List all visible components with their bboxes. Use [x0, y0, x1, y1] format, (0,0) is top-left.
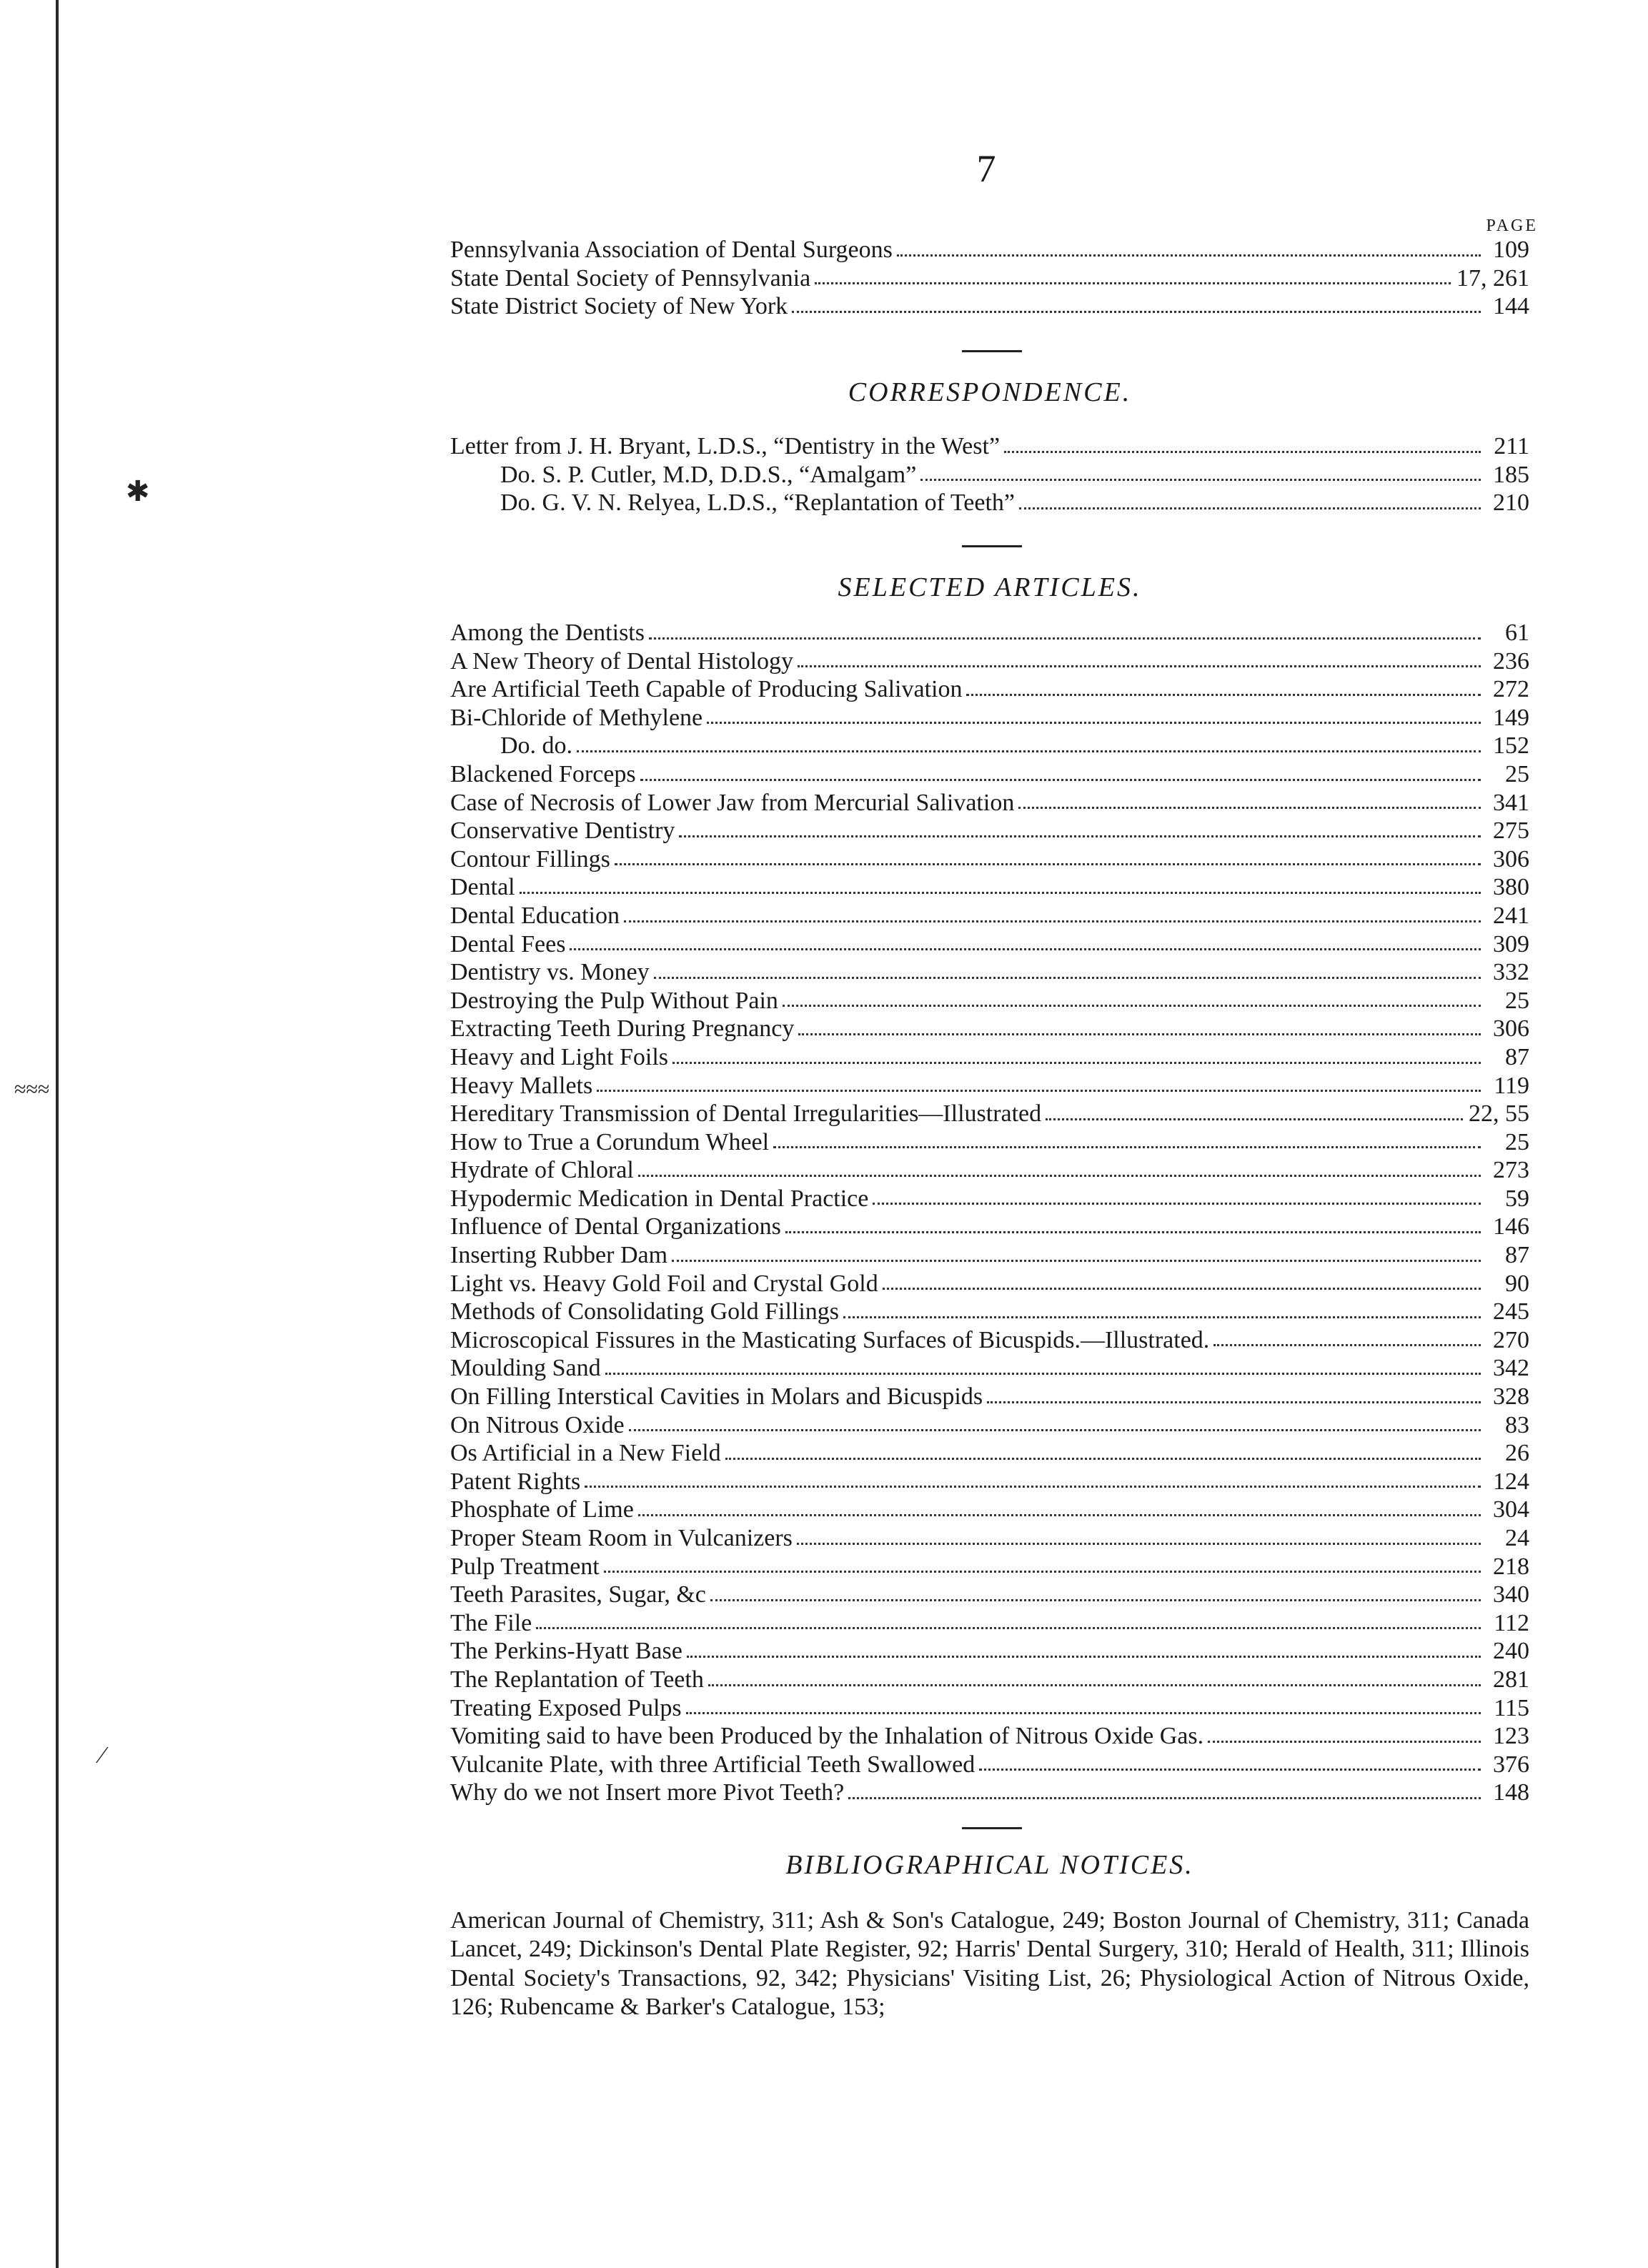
entry-page: 332: [1493, 959, 1529, 986]
entry-page: 340: [1493, 1581, 1529, 1608]
entry-page: 211: [1494, 433, 1529, 459]
entry-title: The File: [450, 1609, 532, 1636]
index-entry: [450, 1694, 1529, 1723]
page-number: 7: [976, 147, 996, 190]
selected-articles-list: [450, 619, 1529, 1807]
entry-page: 275: [1493, 817, 1529, 845]
entry-title: State District Society of New York: [450, 293, 788, 320]
entry-title: Teeth Parasites, Sugar, &c: [450, 1581, 706, 1608]
entry-title: Os Artificial in a New Field: [450, 1440, 721, 1467]
entry-page: 306: [1493, 1015, 1529, 1043]
entry-page: 22, 55: [1469, 1100, 1529, 1128]
entry-page: 342: [1493, 1355, 1529, 1382]
entry-title: Do. S. P. Cutler, M.D, D.D.S., “Amalgam”: [500, 461, 917, 488]
leader-dots: [1018, 807, 1481, 809]
leader-dots: [629, 1429, 1481, 1431]
leader-dots: [792, 311, 1481, 313]
entry-title: Extracting Teeth During Pregnancy: [450, 1015, 795, 1043]
entry-title: Blackened Forceps: [450, 760, 636, 787]
entry-page: 17, 261: [1456, 264, 1529, 292]
entry-page: 24: [1505, 1525, 1529, 1551]
entry-title: Treating Exposed Pulps: [450, 1694, 682, 1721]
index-entry: [450, 1043, 1529, 1072]
entry-title: Dentistry vs. Money: [450, 959, 650, 986]
leader-dots: [577, 750, 1481, 752]
entry-page: 87: [1505, 1242, 1529, 1269]
entry-title: Influence of Dental Organizations: [450, 1213, 781, 1240]
entry-title: Inserting Rubber Dam: [450, 1242, 668, 1269]
index-entry: [450, 1779, 1529, 1807]
leader-dots: [979, 1769, 1481, 1771]
entry-title: Do. G. V. N. Relyea, L.D.S., “Replantation of Teeth”: [500, 489, 1015, 517]
entry-page: 25: [1505, 1128, 1529, 1155]
leader-dots: [686, 1712, 1481, 1714]
index-entry: [450, 1439, 1529, 1468]
index-entry: [450, 902, 1529, 930]
entry-page: 306: [1493, 845, 1529, 872]
index-entry: [450, 675, 1529, 704]
entry-title: Conservative Dentistry: [450, 817, 675, 845]
entry-title: The Perkins-Hyatt Base: [450, 1638, 682, 1665]
leader-dots: [640, 779, 1481, 781]
ink-mark: ⁄: [100, 1742, 104, 1769]
entry-page: 123: [1493, 1723, 1529, 1750]
entry-title: Vomiting said to have been Produced by the Inhalation of Nitrous Oxide Gas.: [450, 1723, 1204, 1750]
entry-page: 328: [1493, 1383, 1529, 1411]
ink-speck: ✱: [126, 475, 150, 507]
entry-title: Heavy and Light Foils: [450, 1043, 669, 1070]
leader-dots: [797, 1543, 1481, 1545]
index-entry: [450, 958, 1529, 987]
entry-page: 281: [1493, 1666, 1529, 1693]
entry-title: Hydrate of Chloral: [450, 1157, 634, 1184]
leader-dots: [843, 1316, 1481, 1318]
entry-page: 218: [1493, 1553, 1529, 1580]
leader-dots: [1004, 451, 1481, 453]
entry-title: Bi-Chloride of Methylene: [450, 704, 703, 731]
section-divider: [962, 545, 1022, 547]
leader-dots: [638, 1514, 1481, 1516]
leader-dots: [638, 1175, 1481, 1177]
index-entry: [450, 1553, 1529, 1581]
entry-page: 245: [1493, 1298, 1529, 1326]
leader-dots: [1213, 1344, 1481, 1346]
leader-dots: [708, 1684, 1481, 1686]
entry-page: 25: [1505, 987, 1529, 1014]
index-entry: [450, 1072, 1529, 1100]
leader-dots: [707, 722, 1481, 724]
selected-articles-heading: SELECTED ARTICLES.: [838, 572, 1142, 602]
leader-dots: [798, 1033, 1481, 1035]
entry-title: Do. do.: [500, 732, 573, 760]
entry-page: 83: [1505, 1411, 1529, 1438]
index-entry: [450, 789, 1529, 817]
index-entry: [450, 292, 1529, 321]
entry-page: 240: [1493, 1638, 1529, 1665]
index-entry: [450, 1666, 1529, 1694]
leader-dots: [615, 863, 1481, 865]
bibliographical-text: American Journal of Chemistry, 311; Ash & Son's Catalogue, 249; Boston Journal of Chemistry, 311; Canada Lancet, 249; Dickinson's Dental Plate Register, 92; Harris' Dental Surgery, 310; Herald of Health, 311; Illinois Dental Society's Transactions, 92, 342; Physicians' Visiting List, 26; Physiological Action of Nitrous Oxide, 126; Rubencame & Barker's Catalogue, 153;: [450, 1907, 1529, 2021]
leader-dots: [687, 1656, 1481, 1658]
entry-title: Proper Steam Room in Vulcanizers: [450, 1525, 793, 1551]
index-entry: [450, 1383, 1529, 1411]
entry-title: Dental: [450, 874, 515, 901]
entry-title: Letter from J. H. Bryant, L.D.S., “Dentistry in the West”: [450, 433, 1001, 459]
index-entry: [450, 1354, 1529, 1383]
entry-page: 376: [1493, 1751, 1529, 1778]
entry-page: 124: [1493, 1468, 1529, 1495]
entry-page: 241: [1493, 902, 1529, 929]
index-entry: [450, 732, 1529, 760]
index-entry: [450, 760, 1529, 789]
entry-title: Microscopical Fissures in the Masticating Surfaces of Bicuspids.—Illustrated.: [450, 1326, 1210, 1353]
entry-page: 59: [1505, 1185, 1529, 1212]
leader-dots: [848, 1797, 1481, 1799]
ink-smudge: ≈≈≈: [14, 1078, 50, 1101]
entry-title: On Nitrous Oxide: [450, 1411, 625, 1438]
leader-dots: [1208, 1741, 1481, 1743]
entry-page: 146: [1493, 1213, 1529, 1240]
index-entry: [450, 236, 1529, 264]
entry-title: Contour Fillings: [450, 845, 610, 872]
entry-title: Hypodermic Medication in Dental Practice: [450, 1185, 869, 1212]
index-entry: [450, 1100, 1529, 1128]
leader-dots: [987, 1401, 1481, 1403]
entry-page: 112: [1494, 1609, 1529, 1636]
entry-page: 341: [1493, 789, 1529, 816]
index-entry: [450, 873, 1529, 902]
leader-dots: [873, 1203, 1481, 1205]
index-entry: [450, 1185, 1529, 1213]
leader-dots: [672, 1260, 1481, 1262]
entry-title: A New Theory of Dental Histology: [450, 647, 794, 675]
entry-title: Case of Necrosis of Lower Jaw from Mercurial Salivation: [450, 789, 1015, 816]
entry-title: Patent Rights: [450, 1468, 581, 1495]
correspondence-heading: CORRESPONDENCE.: [848, 377, 1132, 407]
entry-title: The Replantation of Teeth: [450, 1666, 704, 1693]
entry-page: 26: [1505, 1440, 1529, 1467]
entry-title: Are Artificial Teeth Capable of Producing Salivation: [450, 676, 963, 703]
index-entry: [450, 1213, 1529, 1241]
leader-dots: [520, 892, 1481, 894]
leader-dots: [1019, 507, 1481, 509]
leader-dots: [679, 835, 1481, 837]
entry-page: 236: [1493, 647, 1529, 675]
index-entry: [450, 1128, 1529, 1157]
societies-list: [450, 236, 1529, 321]
entry-title: Among the Dentists: [450, 620, 645, 646]
correspondence-list: [450, 432, 1529, 517]
index-entry: [450, 1524, 1529, 1553]
leader-dots: [605, 1373, 1481, 1375]
leader-dots: [783, 1005, 1481, 1007]
leader-dots: [966, 694, 1481, 696]
entry-title: On Filling Interstical Cavities in Molars and Bicuspids: [450, 1383, 983, 1411]
leader-dots: [897, 254, 1481, 257]
index-entry: [450, 845, 1529, 874]
entry-page: 109: [1493, 237, 1529, 263]
leader-dots: [672, 1062, 1481, 1064]
index-entry: [450, 1581, 1529, 1609]
leader-dots: [654, 977, 1481, 979]
leader-dots: [785, 1231, 1481, 1233]
entry-title: Dental Fees: [450, 930, 566, 958]
index-entry: [450, 1298, 1529, 1326]
leader-dots: [798, 665, 1481, 667]
leader-dots: [920, 479, 1481, 481]
index-entry: [450, 489, 1529, 517]
index-entry: [450, 1156, 1529, 1185]
index-entry: [450, 1015, 1529, 1043]
entry-page: 272: [1493, 676, 1529, 703]
entry-title: How to True a Corundum Wheel: [450, 1128, 770, 1155]
entry-title: Phosphate of Lime: [450, 1496, 634, 1523]
entry-title: Hereditary Transmission of Dental Irregularities—Illustrated: [450, 1100, 1042, 1128]
entry-title: Heavy Mallets: [450, 1072, 593, 1099]
index-entry: [450, 1722, 1529, 1751]
entry-page: 148: [1493, 1779, 1529, 1806]
leader-dots: [585, 1486, 1481, 1488]
index-entry: [450, 1270, 1529, 1298]
entry-page: 304: [1493, 1496, 1529, 1523]
index-entry: [450, 264, 1529, 293]
entry-title: Why do we not Insert more Pivot Teeth?: [450, 1779, 845, 1806]
leader-dots: [649, 637, 1481, 640]
entry-title: Moulding Sand: [450, 1355, 601, 1382]
bibliographical-heading: BIBLIOGRAPHICAL NOTICES.: [785, 1850, 1194, 1880]
entry-title: State Dental Society of Pennsylvania: [450, 264, 811, 292]
leader-dots: [624, 920, 1481, 922]
leader-dots: [604, 1571, 1481, 1573]
leader-dots: [710, 1599, 1481, 1601]
entry-page: 144: [1493, 293, 1529, 320]
index-entry: [450, 432, 1529, 461]
index-entry: [450, 1751, 1529, 1779]
index-entry: [450, 619, 1529, 647]
entry-page: 309: [1493, 930, 1529, 958]
index-entry: [450, 1241, 1529, 1270]
page-column-label: PAGE: [1486, 217, 1538, 235]
entry-page: 185: [1493, 461, 1529, 488]
index-entry: [450, 647, 1529, 676]
leader-dots: [725, 1458, 1481, 1460]
index-entry: [450, 704, 1529, 732]
entry-page: 119: [1494, 1072, 1529, 1099]
index-entry: [450, 1496, 1529, 1524]
index-entry: [450, 930, 1529, 959]
entry-page: 152: [1493, 732, 1529, 760]
index-entry: [450, 1609, 1529, 1638]
entry-title: Vulcanite Plate, with three Artificial Teeth Swallowed: [450, 1751, 976, 1778]
entry-page: 61: [1505, 620, 1529, 646]
entry-title: Pulp Treatment: [450, 1553, 600, 1580]
index-entry: [450, 461, 1529, 489]
entry-page: 115: [1494, 1694, 1529, 1721]
page-margin-line: [56, 0, 59, 2268]
entry-title: Methods of Consolidating Gold Fillings: [450, 1298, 840, 1326]
index-entry: [450, 1411, 1529, 1440]
section-divider: [962, 350, 1022, 352]
entry-title: Destroying the Pulp Without Pain: [450, 987, 778, 1014]
entry-page: 149: [1493, 704, 1529, 731]
entry-page: 380: [1493, 874, 1529, 901]
section-divider: [962, 1827, 1022, 1829]
entry-title: Pennsylvania Association of Dental Surgeons: [450, 237, 893, 263]
entry-page: 273: [1493, 1157, 1529, 1184]
leader-dots: [570, 948, 1481, 950]
entry-title: Light vs. Heavy Gold Foil and Crystal Gold: [450, 1270, 878, 1297]
leader-dots: [773, 1146, 1481, 1148]
leader-dots: [1046, 1118, 1463, 1120]
leader-dots: [536, 1627, 1481, 1629]
entry-page: 210: [1493, 489, 1529, 517]
entry-page: 90: [1505, 1270, 1529, 1297]
entry-page: 87: [1505, 1043, 1529, 1070]
index-entry: [450, 1468, 1529, 1496]
leader-dots: [815, 282, 1451, 284]
entry-page: 25: [1505, 760, 1529, 787]
index-entry: [450, 817, 1529, 845]
leader-dots: [597, 1090, 1481, 1092]
entry-page: 270: [1493, 1326, 1529, 1353]
leader-dots: [883, 1288, 1481, 1290]
index-entry: [450, 1637, 1529, 1666]
entry-title: Dental Education: [450, 902, 620, 929]
index-entry: [450, 1326, 1529, 1355]
index-entry: [450, 987, 1529, 1015]
